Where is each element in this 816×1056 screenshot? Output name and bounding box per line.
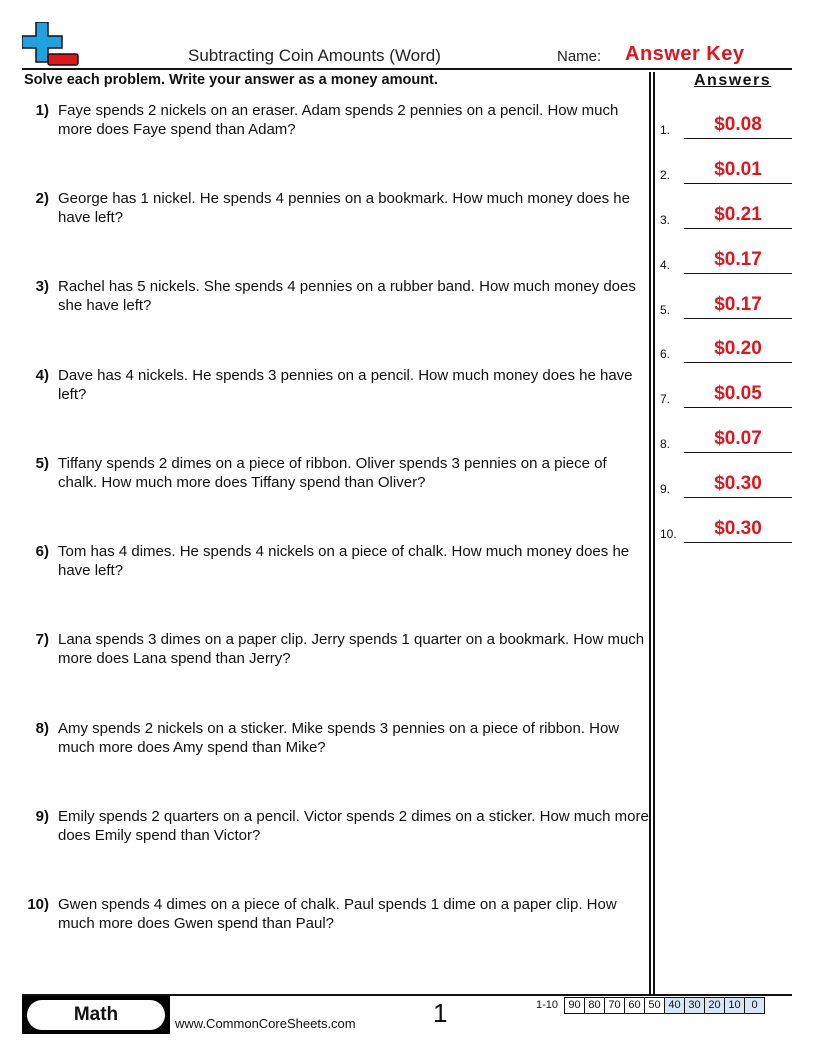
answer-row [660, 291, 792, 319]
answer-value: $0.20 [714, 338, 762, 359]
problem-text: Tiffany spends 2 dimes on a piece of ribbon. Oliver spends 3 pennies on a piece of chalk. How much more does Tiffany spend than Oliver? [58, 455, 607, 491]
site-url: www.CommonCoreSheets.com [175, 1016, 356, 1031]
problem-number: 4) [35, 367, 49, 384]
column-divider-right [653, 72, 655, 994]
problem-text: Faye spends 2 nickels on an eraser. Adam spends 2 pennies on a pencil. How much more does Faye spend than Adam? [58, 102, 619, 138]
problem-number: 5) [35, 455, 49, 472]
answer-value: $0.05 [714, 383, 762, 404]
answer-value: $0.01 [714, 159, 762, 180]
answer-line [684, 318, 792, 319]
score-range-label: 1-10 [535, 999, 559, 1011]
answer-number: 3. [660, 213, 671, 227]
answer-value: $0.30 [714, 518, 762, 539]
problem-text: Gwen spends 4 dimes on a piece of chalk. Paul spends 1 dime on a paper clip. How much more does Gwen spend than Paul? [58, 896, 617, 932]
answer-row [660, 335, 792, 363]
answer-row [660, 515, 792, 543]
problem-number: 1) [35, 102, 49, 119]
answer-number: 2. [660, 168, 671, 182]
answer-value: $0.30 [714, 473, 762, 494]
score-cell: 80 [584, 997, 605, 1014]
answer-number: 10. [660, 527, 677, 541]
answer-row [660, 246, 792, 274]
plus-minus-logo-icon [22, 22, 80, 68]
answer-value: $0.17 [714, 294, 762, 315]
answer-value: $0.17 [714, 249, 762, 270]
answer-row [660, 201, 792, 229]
problem-text: George has 1 nickel. He spends 4 pennies on a bookmark. How much money does he have left? [58, 190, 630, 226]
instructions: Solve each problem. Write your answer as a money amount. [24, 72, 438, 88]
problem-text: Rachel has 5 nickels. She spends 4 pennies on a rubber band. How much money does she have left? [58, 278, 636, 314]
problem-number: 6) [35, 543, 49, 560]
answer-number: 9. [660, 482, 671, 496]
score-cell: 40 [664, 997, 685, 1014]
score-cell: 30 [684, 997, 705, 1014]
answer-line [684, 138, 792, 139]
problem-text: Amy spends 2 nickels on a sticker. Mike spends 3 pennies on a piece of ribbon. How much more does Amy spend than Mike? [58, 720, 620, 756]
problem-number: 7) [35, 631, 49, 648]
score-cell: 50 [644, 997, 665, 1014]
answer-number: 6. [660, 347, 671, 361]
header-divider [22, 68, 792, 70]
answer-value: $0.07 [714, 428, 762, 449]
score-cell: 70 [604, 997, 625, 1014]
answer-line [684, 542, 792, 543]
answer-number: 5. [660, 303, 671, 317]
subject-label: Math [27, 1000, 165, 1030]
answer-row [660, 470, 792, 498]
score-cell: 10 [724, 997, 745, 1014]
problem-text: Emily spends 2 quarters on a pencil. Victor spends 2 dimes on a sticker. How much more does Emily spend than Victor? [58, 808, 649, 844]
answer-number: 4. [660, 258, 671, 272]
problem-number: 10) [27, 896, 49, 913]
answer-row [660, 111, 792, 139]
problem-number: 8) [35, 720, 49, 737]
score-cell: 20 [704, 997, 725, 1014]
answer-row [660, 425, 792, 453]
problem-number: 9) [35, 808, 49, 825]
answer-key-label: Answer Key [625, 43, 745, 65]
answer-line [684, 452, 792, 453]
answer-value: $0.08 [714, 114, 762, 135]
answer-row [660, 380, 792, 408]
answer-number: 8. [660, 437, 671, 451]
problem-text: Dave has 4 nickels. He spends 3 pennies on a pencil. How much money does he have left? [58, 367, 633, 403]
problem-number: 2) [35, 190, 49, 207]
problem-text: Lana spends 3 dimes on a paper clip. Jerry spends 1 quarter on a bookmark. How much more does Lana spend than Jerry? [58, 631, 645, 667]
problem-number: 3) [35, 278, 49, 295]
worksheet-title: Subtracting Coin Amounts (Word) [188, 46, 441, 65]
answer-line [684, 273, 792, 274]
problem-text: Tom has 4 dimes. He spends 4 nickels on a piece of chalk. How much money does he have left? [58, 543, 630, 579]
answer-number: 1. [660, 123, 671, 137]
subject-badge [22, 996, 170, 1034]
score-cell: 60 [624, 997, 645, 1014]
answer-number: 7. [660, 392, 671, 406]
name-label: Name: [557, 48, 602, 65]
score-cell: 90 [564, 997, 585, 1014]
answers-heading: Answers [694, 72, 772, 89]
answer-line [684, 228, 792, 229]
answer-line [684, 407, 792, 408]
answer-value: $0.21 [714, 204, 762, 225]
page-number: 1 [433, 998, 448, 1028]
answer-line [684, 362, 792, 363]
score-cell: 0 [744, 997, 765, 1014]
answer-row [660, 156, 792, 184]
answer-line [684, 183, 792, 184]
score-table [529, 997, 765, 1014]
answer-line [684, 497, 792, 498]
